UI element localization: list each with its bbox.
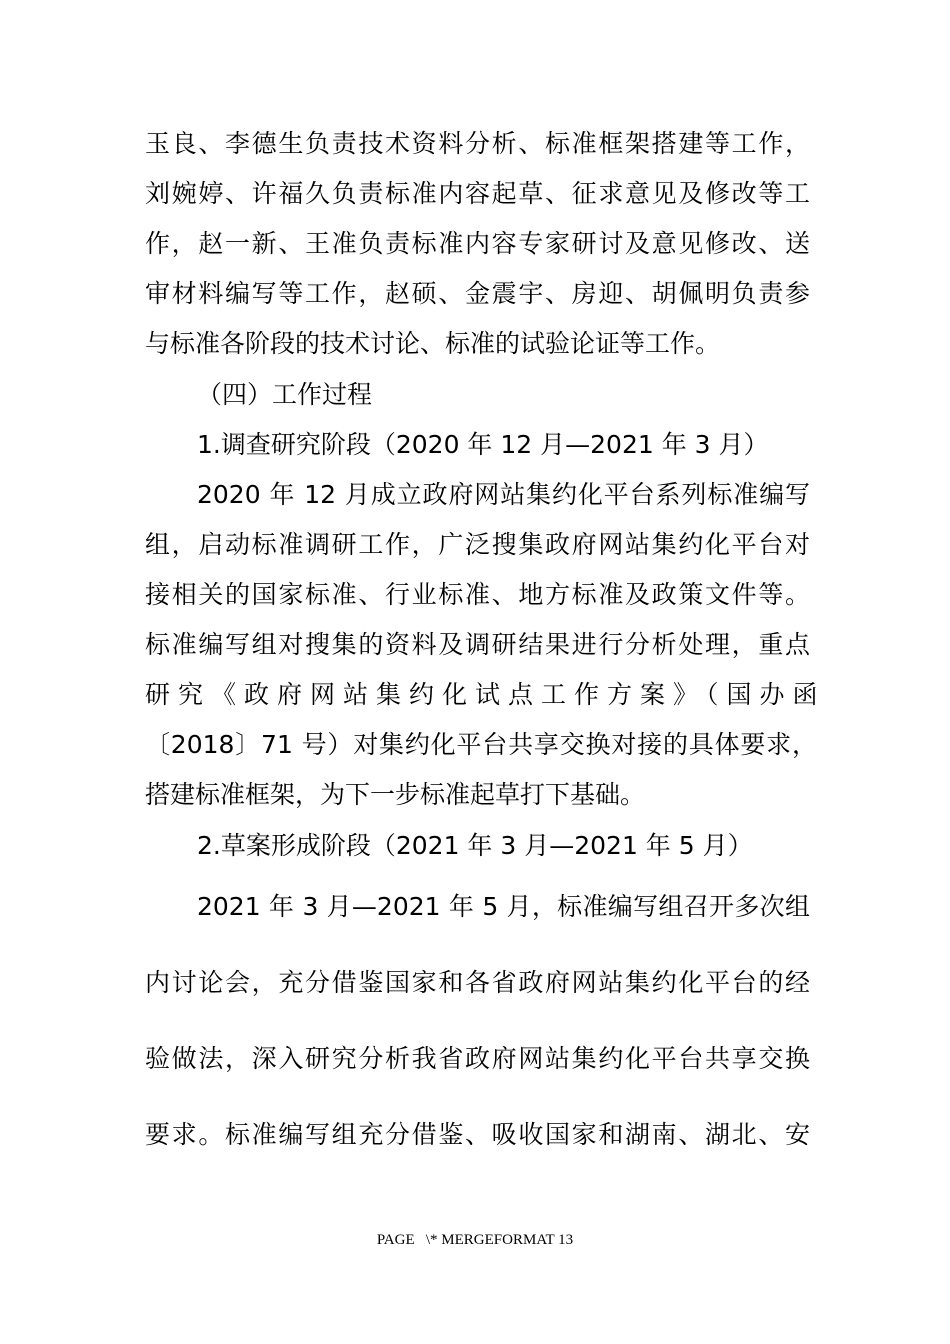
body-line: 审材料编写等工作，赵硕、金震宇、房迎、胡佩明负责参 xyxy=(145,279,810,308)
body-line: 2020 年 12 月成立政府网站集约化平台系列标准编写 xyxy=(197,480,810,509)
body-line: 标准编写组对搜集的资料及调研结果进行分析处理，重点 xyxy=(145,630,810,659)
page-footer: PAGE \* MERGEFORMAT 13 xyxy=(376,1232,574,1248)
section-heading: （四）工作过程 xyxy=(197,380,373,409)
body-line: 作，赵一新、王准负责标准内容专家研讨及意见修改、送 xyxy=(145,229,810,258)
subsection-heading: 1.调查研究阶段（2020 年 12 月—2021 年 3 月） xyxy=(197,430,769,459)
body-line: 研究《政府网站集约化试点工作方案》（国办函 xyxy=(145,680,826,709)
body-line: 接相关的国家标准、行业标准、地方标准及政策文件等。 xyxy=(145,580,810,609)
body-line: 搭建标准框架，为下一步标准起草打下基础。 xyxy=(145,780,646,809)
body-line: 与标准各阶段的技术讨论、标准的试验论证等工作。 xyxy=(145,329,721,358)
body-line: 验做法，深入研究分析我省政府网站集约化平台共享交换 xyxy=(145,1044,810,1073)
body-line: 刘婉婷、许福久负责标准内容起草、征求意见及修改等工 xyxy=(145,179,810,208)
body-line: 内讨论会，充分借鉴国家和各省政府网站集约化平台的经 xyxy=(145,968,810,997)
body-line: 2021 年 3 月—2021 年 5 月，标准编写组召开多次组 xyxy=(197,892,810,921)
body-line: 〔2018〕71 号）对集约化平台共享交换对接的具体要求， xyxy=(145,730,817,759)
body-line: 组，启动标准调研工作，广泛搜集政府网站集约化平台对 xyxy=(145,530,810,559)
subsection-heading: 2.草案形成阶段（2021 年 3 月—2021 年 5 月） xyxy=(197,831,753,860)
body-line: 玉良、李德生负责技术资料分析、标准框架搭建等工作， xyxy=(145,129,810,158)
body-line: 要求。标准编写组充分借鉴、吸收国家和湖南、湖北、安 xyxy=(145,1120,810,1149)
